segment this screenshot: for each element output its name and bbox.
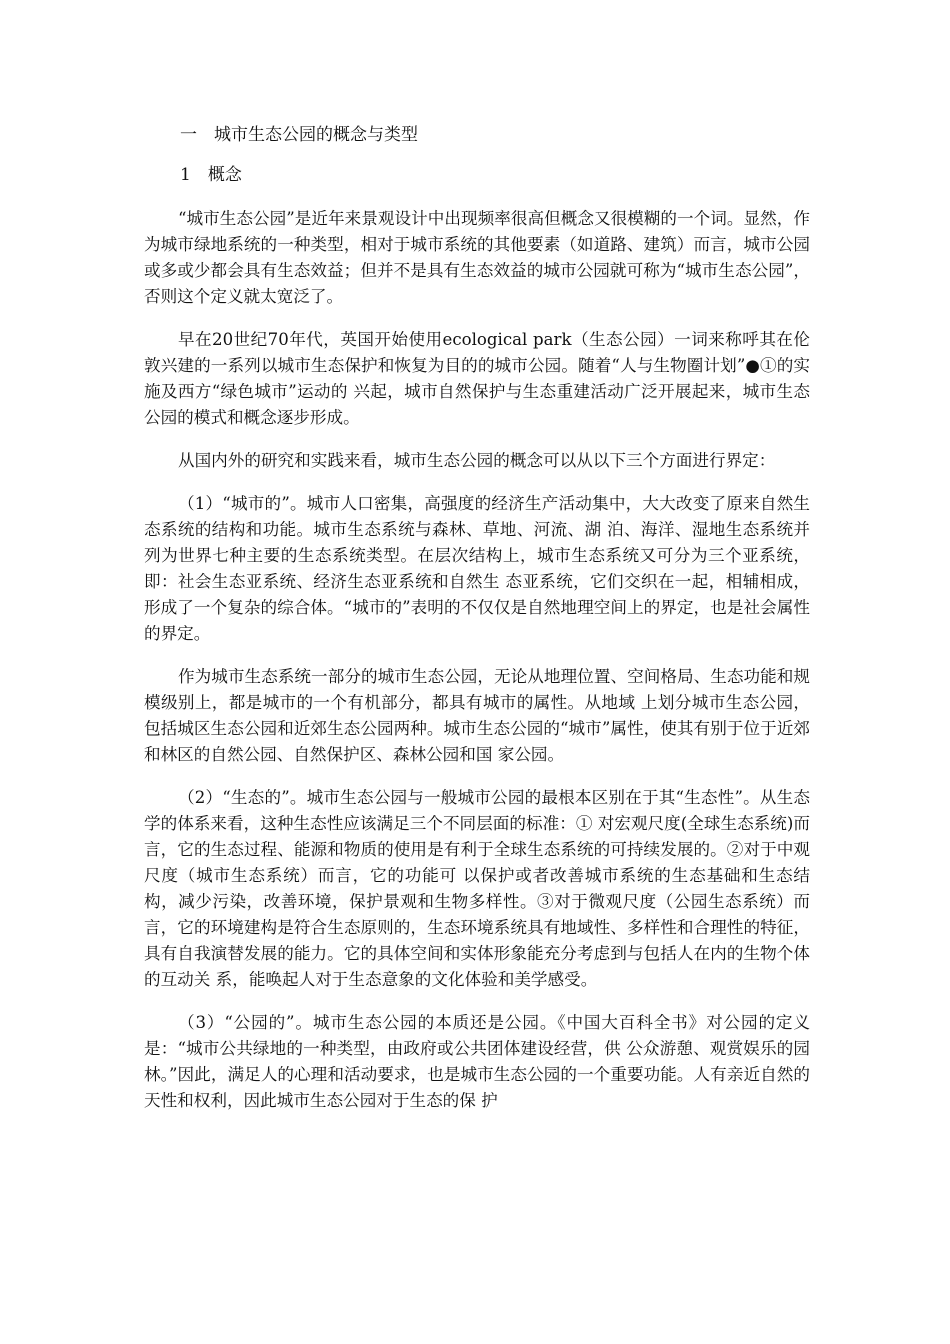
document-page	[144, 118, 810, 1131]
paragraph-2: 早在20世纪70年代，英国开始使用ecological park（生态公园）一词来称呼其在伦敦兴建的一系列以城市生态保护和恢复为目的的城市公园。随着“人与生物圈计划”●①的实施及西方“绿色城市”运动的 兴起，城市自然保护与生态重建活动广泛开展起来，城市生态公园的模式和概念逐步形成。	[144, 330, 810, 427]
paragraph-4: （1）“城市的”。城市人口密集，高强度的经济生产活动集中，大大改变了原来自然生态系统的结构和功能。城市生态系统与森林、草地、河流、湖 泊、海洋、湿地生态系统并列为世界七种主要的生态系统类型。在层次结构上，城市生态系统又可分为三个亚系统，即：社会生态亚系统、经济生态亚系统和自然生 态亚系统，它们交织在一起，相辅相成，形成了一个复杂的综合体。“城市的”表明的不仅仅是自然地理空间上的界定，也是社会属性的界定。	[144, 494, 810, 643]
paragraph-5: 作为城市生态系统一部分的城市生态公园，无论从地理位置、空间格局、生态功能和规模级别上，都是城市的一个有机部分，都具有城市的属性。从地域 上划分城市生态公园，包括城区生态公园和近郊生态公园两种。城市生态公园的“城市”属性，使其有别于位于近郊和林区的自然公园、自然保护区、森林公园和国 家公园。	[144, 667, 810, 764]
paragraph-1: “城市生态公园”是近年来景观设计中出现频率很高但概念又很模糊的一个词。显然，作为城市绿地系统的一种类型，相对于城市系统的其他要素（如道路、建筑）而言，城市公园或多或少都会具有生态效益；但并不是具有生态效益的城市公园就可称为“城市生态公园”，否则这个定义就太宽泛了。	[144, 209, 810, 306]
section-heading: 一 城市生态公园的概念与类型	[180, 125, 418, 145]
paragraph-6: （2）“生态的”。城市生态公园与一般城市公园的最根本区别在于其“生态性”。从生态学的体系来看，这种生态性应该满足三个不同层面的标准：① 对宏观尺度(全球生态系统)而言，它的生态过程、能源和物质的使用是有利于全球生态系统的可持续发展的。②对于中观尺度（城市生态系统）而言，它的功能可 以保护或者改善城市系统的生态基础和生态结构，减少污染，改善环境，保护景观和生物多样性。③对于微观尺度（公园生态系统）而言，它的环境建构是符合生态原则的，生态环境系统具有地域性、多样性和合理性的特征，具有自我演替发展的能力。它的具体空间和实体形象能充分考虑到与包括人在内的生物个体的互动关 系，能唤起人对于生态意象的文化体验和美学感受。	[144, 788, 810, 989]
subsection-heading: 1 概念	[180, 165, 242, 185]
paragraph-3: 从国内外的研究和实践来看，城市生态公园的概念可以从以下三个方面进行界定：	[178, 451, 776, 470]
paragraph-7: （3）“公园的”。城市生态公园的本质还是公园。《中国大百科全书》对公园的定义是：“城市公共绿地的一种类型，由政府或公共团体建设经营，供 公众游憩、观赏娱乐的园林。”因此，满足人的心理和活动要求，也是城市生态公园的一个重要功能。人有亲近自然的天性和权利，因此城市生态公园对于生态的保 护	[144, 1013, 810, 1110]
